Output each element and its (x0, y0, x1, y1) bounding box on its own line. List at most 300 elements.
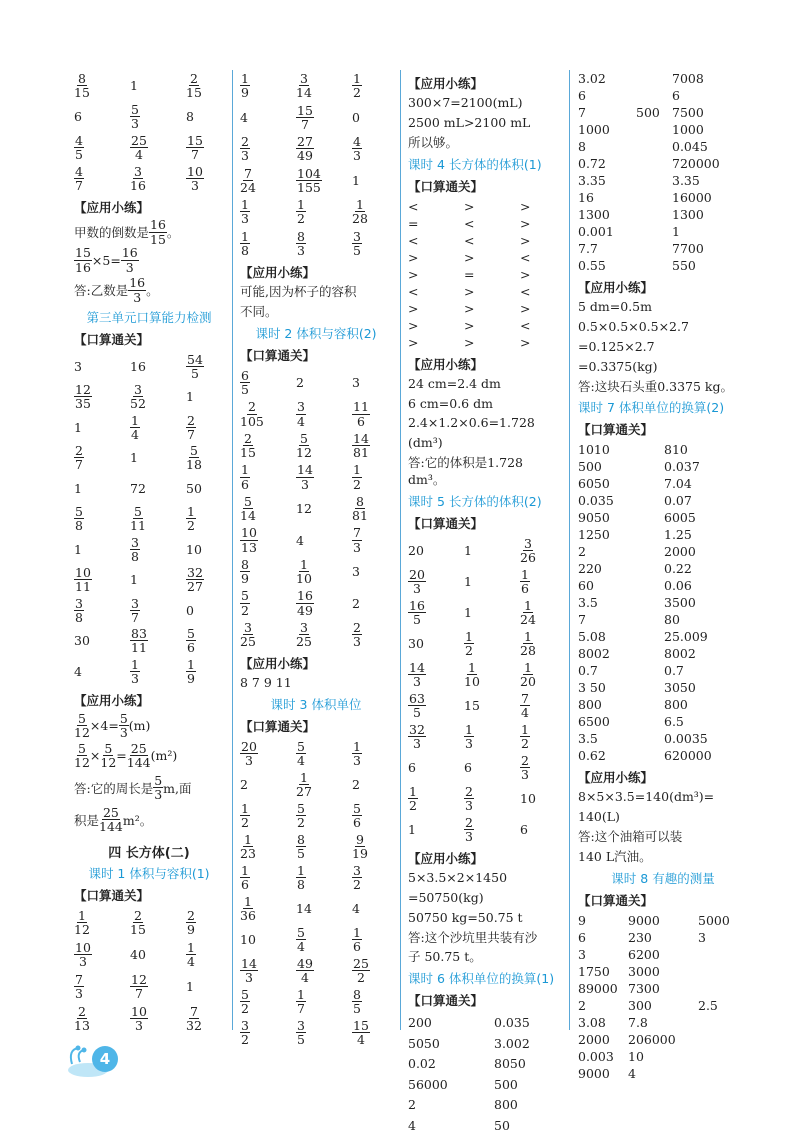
answer-row (240, 619, 392, 651)
answer-row (578, 257, 748, 274)
answer-cell (408, 568, 464, 595)
answer-cell (186, 909, 224, 936)
denominator: 3 (190, 178, 199, 193)
value: 2 (296, 375, 304, 390)
denominator: 12 (74, 922, 90, 937)
denominator: 7 (297, 1001, 305, 1017)
answer-row (240, 102, 392, 134)
numerator: 63 (409, 690, 425, 706)
value: = (408, 215, 419, 231)
answer-cell (578, 258, 636, 273)
apply-heading: 【应用小练】 (408, 850, 484, 866)
answer-cell (296, 988, 352, 1015)
numerator: 8 (297, 832, 305, 847)
answer-row (74, 939, 224, 971)
answer-row (578, 1031, 748, 1048)
answer-cell (74, 165, 130, 192)
denominator: 11 (131, 640, 147, 656)
answer-row (408, 566, 563, 597)
denominator: 15 (150, 231, 166, 247)
denominator: 27 (187, 579, 203, 595)
numerator: 1 (297, 197, 305, 213)
answer-cell (408, 692, 464, 719)
fraction (74, 246, 92, 273)
answer-line: 答:这个油箱可以装 (578, 829, 683, 845)
answer-cell (664, 680, 742, 695)
answer-cell (240, 589, 296, 616)
fraction (464, 723, 474, 750)
fraction (186, 414, 196, 441)
numerator: 32 (409, 721, 425, 737)
value: 9000 (628, 912, 660, 928)
answer-row (578, 223, 748, 240)
numerator: 14 (409, 659, 425, 675)
numerator: 1 (521, 566, 529, 582)
answer-cell (578, 1015, 628, 1030)
denominator: 14 (296, 85, 312, 101)
denominator: 2 (187, 518, 195, 534)
denominator: 36 (240, 908, 256, 924)
denominator: 10 (296, 571, 312, 586)
value: 6 (578, 88, 586, 103)
value: 10 (520, 790, 536, 806)
fraction (240, 988, 250, 1015)
answer-row (578, 980, 748, 997)
answer-cell (578, 930, 628, 945)
answer-cell (578, 207, 636, 222)
fraction (240, 369, 250, 396)
value: 7.8 (628, 1014, 648, 1030)
answer-cell (464, 267, 520, 282)
value: 1 (186, 389, 194, 405)
answer-cell (74, 542, 130, 557)
numerator: 1 (465, 628, 473, 644)
answer-line: 8 7 9 11 (240, 675, 292, 691)
fraction (408, 785, 418, 812)
fraction (240, 833, 256, 860)
answer-cell (578, 663, 664, 678)
value: 7.7 (578, 241, 598, 256)
value: 15 (464, 697, 480, 713)
answer-row (74, 656, 224, 687)
denominator: 3 (241, 148, 249, 164)
numerator: 2 (247, 399, 256, 415)
answer-cell (464, 605, 520, 620)
value: 1000 (672, 122, 704, 137)
value: 16000 (672, 190, 712, 205)
denominator: 5 (297, 846, 305, 862)
denominator: 8 (241, 242, 249, 258)
denominator: 7 (134, 986, 143, 1001)
numerator: 5 (297, 739, 305, 754)
numerator: 5 (119, 710, 128, 726)
answer-cell (464, 301, 520, 316)
answer-row (240, 587, 392, 619)
fraction (352, 1019, 370, 1046)
value: 230 (628, 929, 652, 945)
answer-row (578, 104, 748, 121)
fraction (74, 597, 84, 624)
answer-cell (408, 760, 464, 775)
answer-cell (408, 233, 464, 248)
answer-cell (672, 173, 742, 188)
fraction (352, 400, 370, 427)
answer-cell (408, 723, 464, 750)
numerator: 8 (241, 556, 249, 572)
value: 1750 (578, 963, 610, 979)
denominator: 6 (521, 580, 529, 596)
answer-cell (672, 207, 742, 222)
value: 4 (352, 901, 360, 917)
numerator: 1 (409, 783, 417, 799)
value: 7 (578, 105, 586, 120)
answer-cell (130, 134, 186, 161)
answer-row (578, 577, 748, 594)
answer-cell (672, 139, 742, 154)
denominator: 3 (75, 986, 83, 1001)
answer-cell (352, 926, 390, 953)
answer-row (74, 382, 224, 413)
fraction (296, 621, 312, 648)
fraction (240, 895, 256, 922)
answer-cell (240, 895, 296, 922)
fraction (520, 661, 536, 688)
fraction (520, 630, 536, 657)
fraction (240, 558, 250, 585)
value: 50 (186, 480, 202, 496)
answer-row (578, 713, 748, 730)
answer-cell (186, 353, 224, 380)
answer-cell (520, 537, 558, 564)
fraction (74, 1005, 90, 1032)
value: < (520, 249, 531, 265)
numerator: 10 (241, 525, 257, 541)
denominator: 2 (521, 735, 529, 751)
answer-row (578, 662, 748, 679)
answer-cell (578, 714, 664, 729)
answer-row (74, 163, 224, 194)
answer-cell (186, 1005, 224, 1032)
answer-cell (664, 527, 742, 542)
value: 60 (578, 578, 594, 594)
answer-cell (628, 930, 698, 945)
numerator: 5 (77, 710, 86, 726)
numerator: 2 (465, 783, 473, 799)
numerator: 1 (187, 939, 195, 955)
value: 0.045 (672, 139, 708, 154)
answer-line: (dm³) (408, 435, 443, 451)
value: 10 (186, 541, 202, 557)
answer-row (408, 283, 563, 300)
answer-row (74, 971, 224, 1003)
numerator: 12 (75, 382, 91, 398)
answer-cell (296, 501, 352, 516)
answer-row (578, 679, 748, 696)
answer-cell (664, 578, 742, 593)
numerator: 4 (353, 134, 361, 150)
denominator: 3 (465, 828, 473, 844)
answer-cell (240, 621, 296, 648)
answer-cell (578, 156, 636, 171)
numerator: 3 (243, 619, 252, 635)
answer-cell (672, 241, 742, 256)
answer-row (578, 1065, 748, 1082)
value: < (408, 283, 419, 299)
answer-line: 所以够。 (408, 134, 459, 150)
answer-cell (74, 664, 130, 679)
fraction (240, 864, 250, 891)
denominator: 6 (353, 815, 361, 831)
fraction (352, 230, 362, 257)
value: 0.035 (494, 1015, 530, 1030)
numerator: 2 (465, 814, 473, 830)
value: 550 (672, 258, 696, 273)
value: 2 (352, 595, 360, 611)
answer-cell (664, 731, 742, 746)
answer-line: 8×5×3.5=140(dm³)= (578, 789, 715, 805)
numerator: 1 (187, 504, 195, 520)
denominator: 12 (100, 755, 117, 770)
value: 4 (240, 109, 248, 125)
numerator: 15 (75, 245, 91, 261)
value: 206000 (628, 1031, 676, 1047)
denominator: 2 (241, 602, 249, 618)
answer-row (74, 534, 224, 565)
denominator: 9 (241, 85, 249, 101)
value: 3.5 (578, 731, 598, 747)
answer-line: 答:这块石头重0.3375 kg。 (578, 378, 733, 394)
answer-cell (494, 1077, 558, 1092)
numerator: 2 (241, 134, 249, 150)
denominator: 7 (131, 609, 139, 625)
value: 1 (672, 224, 680, 239)
answer-cell (520, 692, 558, 719)
answer-cell (628, 1032, 698, 1047)
answer-cell (186, 979, 224, 994)
answer-cell (74, 505, 130, 532)
numerator: 5 (75, 504, 83, 520)
answer-cell (296, 802, 352, 829)
answer-line: 6 cm=0.6 dm (408, 395, 493, 411)
answer-row (578, 594, 748, 611)
denominator: 4 (131, 426, 139, 442)
value: 16 (578, 190, 594, 205)
answer-line (74, 740, 224, 772)
numerator: 7 (353, 525, 361, 541)
numerator: 3 (133, 382, 142, 398)
denominator: 3 (300, 476, 309, 492)
answer-row (240, 893, 392, 924)
answer-cell (296, 589, 352, 616)
answer-cell (578, 629, 664, 644)
fraction (130, 973, 148, 1000)
value: 2.5 (698, 997, 718, 1013)
answer-cell (494, 1118, 558, 1133)
denominator: 3 (119, 725, 128, 740)
value: 7 (578, 612, 586, 628)
value: 8 (578, 139, 586, 154)
numerator: 27 (297, 134, 313, 150)
fraction (130, 165, 146, 192)
denominator: 3 (465, 735, 473, 751)
numerator: 16 (409, 597, 425, 613)
denominator: 6 (187, 640, 195, 656)
answer-cell (698, 998, 742, 1013)
answer-line: 2.4×1.2×0.6=1.728 (408, 415, 535, 431)
answer-line (74, 712, 224, 740)
denominator: 2 (297, 815, 305, 831)
value: 0 (352, 109, 360, 125)
answer-cell (664, 544, 742, 559)
denominator: 16 (75, 259, 91, 275)
column-divider (569, 70, 570, 1030)
answer-row (578, 611, 748, 628)
fraction (408, 692, 426, 719)
fraction (296, 926, 306, 953)
answer-line: 0.5×0.5×0.5×2.7 (578, 318, 689, 334)
lesson-title: 课时 3 体积单位 (270, 697, 362, 713)
fraction (74, 444, 84, 471)
answer-cell (408, 335, 464, 350)
answer-cell (578, 105, 636, 120)
answer-cell (74, 973, 130, 1000)
answer-cell (296, 167, 352, 194)
answer-cell (578, 1049, 628, 1064)
apply-heading: 【应用小练】 (578, 770, 654, 786)
value: 810 (664, 442, 688, 458)
answer-cell (578, 476, 664, 491)
answer-row (240, 493, 392, 525)
answer-cell (578, 680, 664, 695)
fraction (130, 103, 140, 130)
numerator: 2 (521, 752, 529, 768)
answer-cell (186, 603, 224, 618)
fraction (128, 276, 146, 303)
value: 6 (408, 759, 416, 775)
denominator: 20 (520, 673, 536, 689)
answer-cell (578, 122, 636, 137)
answer-row (578, 189, 748, 206)
fraction (240, 526, 258, 553)
numerator: 10 (75, 565, 91, 581)
answer-cell (520, 335, 558, 350)
answer-cell (130, 947, 186, 962)
value: 25.009 (664, 629, 708, 645)
value: ×4= (89, 718, 119, 733)
answer-cell (578, 544, 664, 559)
answer-cell (578, 981, 628, 996)
fraction (130, 909, 146, 936)
denominator: 4 (356, 1032, 365, 1048)
answer-row (240, 1017, 392, 1048)
apply-heading: 【应用小练】 (240, 656, 316, 672)
value: 16 (130, 358, 146, 374)
numerator: 1 (523, 597, 532, 613)
answer-cell (664, 476, 742, 491)
answer-row (578, 696, 748, 713)
fraction (240, 463, 250, 490)
numerator: 25 (131, 132, 147, 148)
numerator: 1 (241, 197, 249, 213)
value: 200 (408, 1015, 432, 1030)
answer-cell (672, 190, 742, 205)
answer-cell (464, 335, 520, 350)
answer-cell (408, 267, 464, 282)
fraction (352, 463, 362, 490)
value: 1 (186, 979, 194, 994)
answer-row (408, 1053, 563, 1074)
fraction (240, 957, 258, 984)
column-3 (408, 70, 563, 1135)
answer-row (74, 351, 224, 382)
numerator: 3 (297, 399, 305, 415)
value: 2 (578, 997, 586, 1013)
value: 2 (408, 1097, 416, 1112)
answer-cell (296, 400, 352, 427)
answer-cell (130, 414, 186, 441)
answer-cell (578, 510, 664, 525)
numerator: 5 (241, 987, 249, 1002)
answer-cell (408, 199, 464, 214)
answer-line (74, 275, 224, 305)
denominator: 3 (412, 580, 421, 596)
numerator: 3 (131, 595, 139, 611)
answer-cell (352, 110, 390, 125)
answer-row (578, 155, 748, 172)
answer-row (74, 504, 224, 535)
answer-cell (296, 72, 352, 99)
numerator: 5 (299, 430, 308, 446)
numerator: 15 (297, 102, 313, 118)
numerator: 25 (130, 740, 147, 756)
value: 1300 (672, 207, 704, 222)
fraction (186, 444, 202, 471)
answer-cell (240, 463, 296, 490)
fraction (186, 941, 196, 968)
value: 800 (578, 697, 602, 713)
fraction (74, 165, 84, 192)
numerator: 1 (299, 556, 308, 572)
answer-cell (578, 139, 636, 154)
numerator: 1 (353, 925, 361, 940)
answer-cell (352, 957, 390, 984)
answer-cell (296, 926, 352, 953)
value: 3 50 (578, 680, 606, 696)
value: 800 (494, 1097, 518, 1112)
denominator: 5 (75, 147, 83, 162)
fraction (74, 712, 90, 739)
answer-cell (578, 442, 664, 457)
fraction (408, 568, 426, 595)
denominator: 3 (297, 242, 305, 258)
answer-cell (352, 375, 390, 390)
numerator: 15 (353, 1018, 369, 1033)
value: 0.035 (578, 493, 614, 509)
denominator: 26 (520, 549, 536, 565)
denominator: 81 (352, 508, 368, 523)
answer-line: 可能,因为杯子的容积 (240, 284, 357, 299)
value: 0.22 (664, 561, 692, 577)
answer-cell (74, 383, 130, 410)
numerator: 5 (133, 504, 142, 520)
answer-line: 140(L) (578, 809, 620, 825)
answer-cell (578, 964, 628, 979)
fraction (240, 135, 250, 162)
fraction (100, 742, 116, 769)
denominator: 2 (297, 211, 305, 227)
answer-cell (74, 597, 130, 624)
value: 500 (494, 1076, 518, 1092)
